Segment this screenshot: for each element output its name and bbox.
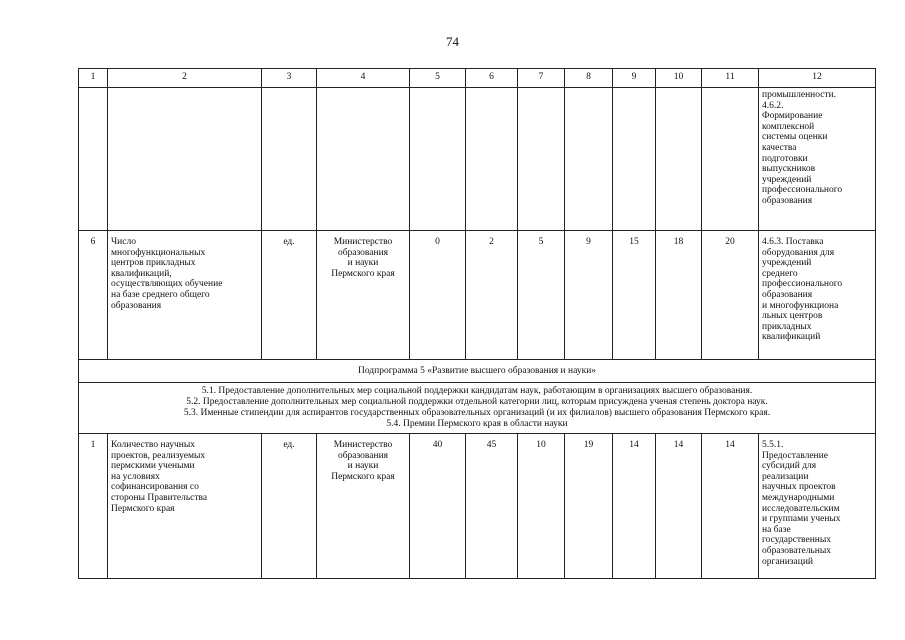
indicator-name: Количество научных проектов, реализуемых пермскими учеными на условиях софинансирования со стороны Правительства Пермского края: [108, 434, 262, 579]
empty-cell: [656, 88, 702, 231]
header-cell: 10: [656, 69, 702, 88]
table-row: [79, 231, 876, 360]
header-cell: 9: [613, 69, 656, 88]
unit-cell: ед.: [262, 434, 317, 579]
header-cell: 3: [262, 69, 317, 88]
value-cell: 14: [702, 434, 759, 579]
empty-cell: [317, 88, 410, 231]
indicator-name: Число многофункциональных центров прикладных квалификаций, осуществляющих обучение на базе среднего общего образования: [108, 231, 262, 360]
empty-cell: [262, 88, 317, 231]
unit-cell: ед.: [262, 231, 317, 360]
measure-cell: 5.5.1. Предоставление субсидий для реализации научных проектов международными исследовательским и группами ученых на базе государственных образовательных организаций: [759, 434, 876, 579]
responsible-cell: Министерство образования и науки Пермского края: [317, 231, 410, 360]
header-cell: 8: [565, 69, 613, 88]
row-number: 1: [79, 434, 108, 579]
value-cell: 15: [613, 231, 656, 360]
goal-line: 5.2. Предоставление дополнительных мер социальной поддержки отдельной категории лиц, которым присуждена ученая степень доктора наук.: [186, 397, 768, 407]
measure-cell: промышленности. 4.6.2. Формирование комплексной системы оценки качества подготовки выпускников учреждений профессионального образования: [759, 88, 876, 231]
value-cell: 14: [613, 434, 656, 579]
goal-line: 5.3. Именные стипендии для аспирантов государственных образовательных организаций (и их филиалов) высшего образования Пермского края.: [183, 408, 771, 418]
header-cell: 2: [108, 69, 262, 88]
value-cell: 18: [656, 231, 702, 360]
indicators-table: [78, 68, 876, 579]
empty-cell: [108, 88, 262, 231]
header-cell: 6: [466, 69, 518, 88]
table-row: [79, 434, 876, 579]
subprogram-row: [79, 360, 876, 383]
header-cell: 11: [702, 69, 759, 88]
value-cell: 9: [565, 231, 613, 360]
value-cell: 5: [518, 231, 565, 360]
header-cell: 5: [410, 69, 466, 88]
empty-cell: [410, 88, 466, 231]
value-cell: 20: [702, 231, 759, 360]
measure-cell: 4.6.3. Поставка оборудования для учреждений среднего профессионального образования и многофункциона льных центров прикладных квалификаций: [759, 231, 876, 360]
goals-row: [79, 383, 876, 434]
value-cell: 10: [518, 434, 565, 579]
value-cell: 45: [466, 434, 518, 579]
value-cell: 14: [656, 434, 702, 579]
goal-line: 5.4. Премии Пермского края в области науки: [386, 419, 568, 429]
empty-cell: [466, 88, 518, 231]
header-cell: 12: [759, 69, 876, 88]
empty-cell: [702, 88, 759, 231]
value-cell: 2: [466, 231, 518, 360]
empty-cell: [565, 88, 613, 231]
header-row: [79, 69, 876, 88]
header-cell: 4: [317, 69, 410, 88]
empty-cell: [613, 88, 656, 231]
value-cell: 19: [565, 434, 613, 579]
value-cell: 0: [410, 231, 466, 360]
subprogram-title: Подпрограмма 5 «Развитие высшего образования и науки»: [79, 360, 876, 383]
header-cell: 1: [79, 69, 108, 88]
goals-cell: [79, 383, 876, 434]
row-number: 6: [79, 231, 108, 360]
empty-cell: [79, 88, 108, 231]
header-cell: 7: [518, 69, 565, 88]
goal-line: 5.1. Предоставление дополнительных мер социальной поддержки кандидатам наук, работающим в организациях высшего образования.: [201, 386, 753, 396]
responsible-cell: Министерство образования и науки Пермского края: [317, 434, 410, 579]
empty-cell: [518, 88, 565, 231]
page-number: 74: [446, 34, 459, 49]
value-cell: 40: [410, 434, 466, 579]
continuation-row: [79, 88, 876, 231]
